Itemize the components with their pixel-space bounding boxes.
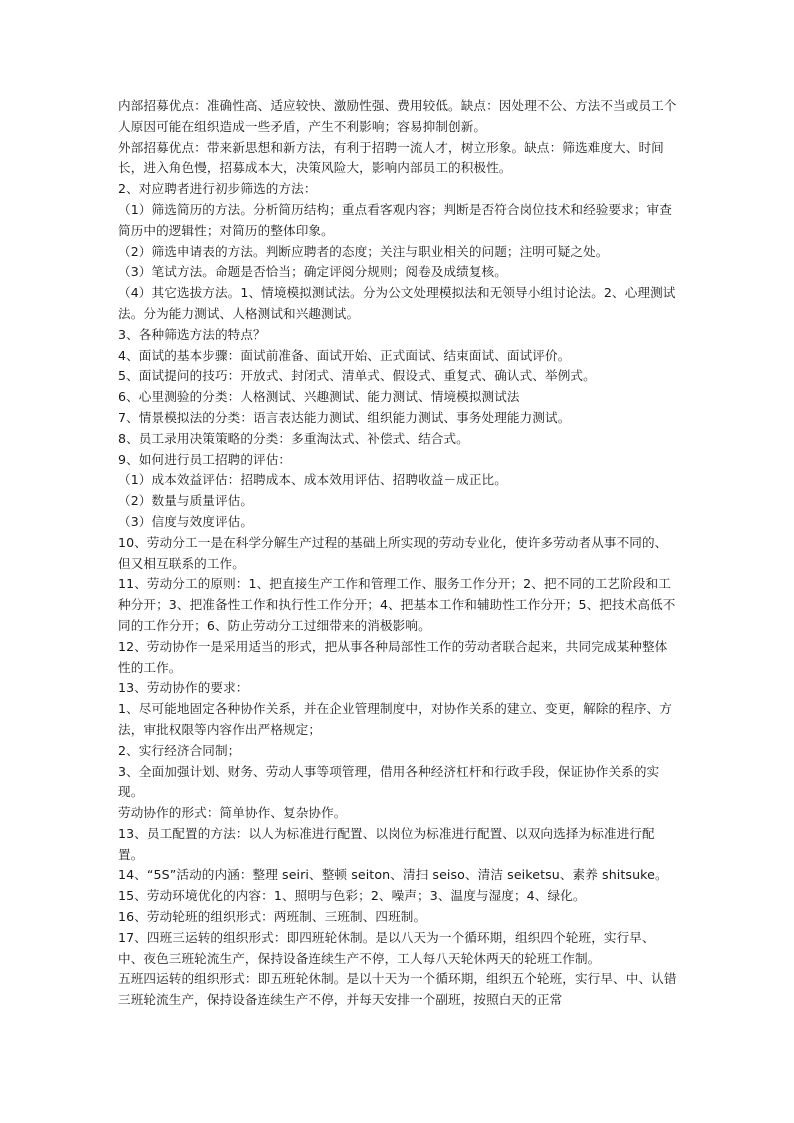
paragraph-psych-test-types: 6、心里测验的分类：人格测试、兴趣测试、能力测试、情境模拟测试法 xyxy=(118,389,520,405)
paragraph-five-shift: 五班四运转的组织形式：即五班轮休制。是以十天为一个循环期，组织五个轮班，实行早、中、认错 三班轮流生产，保持设备连续生产不停，并每天安排一个副班，按照白天的正常 xyxy=(118,971,677,1008)
paragraph-hiring-decision: 8、员工录用决策策略的分类：多重淘汰式、补偿式、结合式。 xyxy=(118,430,469,446)
paragraph-interview-steps: 4、面试的基本步骤：面试前准备、面试开始、正式面试、结束面试、面试评价。 xyxy=(118,347,571,363)
paragraph-situational-types: 7、情景模拟法的分类：语言表达能力测试、组织能力测试、事务处理能力测试。 xyxy=(118,409,571,425)
paragraph-quantity-quality: （2）数量与质量评估。 xyxy=(118,493,254,509)
paragraph-requirement-2: 2、实行经济合同制； xyxy=(118,742,241,758)
paragraph-shift-forms: 16、劳动轮班的组织形式：两班制、三班制、四班制。 xyxy=(118,909,427,925)
paragraph-written-test: （3）笔试方法。命题是否恰当；确定评阅分规则；阅卷及成绩复核。 xyxy=(118,264,507,280)
heading-screening-methods: 2、对应聘者进行初步筛选的方法： xyxy=(118,181,317,197)
paragraph-reliability-validity: （3）信度与效度评估。 xyxy=(118,513,254,529)
heading-method-features: 3、各种筛选方法的特点？ xyxy=(118,326,266,342)
paragraph-requirement-1: 1、尽可能地固定各种协作关系，并在企业管理制度中，对协作关系的建立、变更，解除的程序、方法，审批权限等内容作出严格规定； xyxy=(118,701,672,737)
paragraph-resume-screening: （1）筛选简历的方法。分析简历结构；重点看客观内容；判断是否符合岗位技术和经验要求；审查简历中的逻辑性；对简历的整体印象。 xyxy=(118,201,672,238)
paragraph-cost-benefit: （1）成本效益评估：招聘成本、成本效用评估、招聘收益－成正比。 xyxy=(118,472,507,488)
paragraph-other-methods: （4）其它选拔方法。1、情境模拟测试法。分为公文处理模拟法和无领导小组讨论法。2、心理测试法。分为能力测试、人格测试和兴趣测试。 xyxy=(118,285,676,321)
paragraph-staff-allocation: 13、员工配置的方法：以人为标准进行配置、以岗位为标准进行配置、以双向选择为标准进行配置。 xyxy=(118,825,655,862)
paragraph-cooperation-forms: 劳动协作的形式：简单协作、复杂协作。 xyxy=(118,805,347,821)
paragraph-division-of-labor: 10、劳动分工一是在科学分解生产过程的基础上所实现的劳动专业化，使许多劳动者从事不同的、但又相互联系的工作。 xyxy=(118,534,668,571)
paragraph-labor-cooperation: 12、劳动协作一是采用适当的形式，把从事各种局部性工作的劳动者联合起来，共同完成某种整体性的工作。 xyxy=(118,638,668,675)
paragraph-application-screening: （2）筛选申请表的方法。判断应聘者的态度；关注与职业相关的问题；注明可疑之处。 xyxy=(118,243,609,259)
paragraph-5s: 14、“5S”活动的内涵：整理 seiri、整顿 seiton、清扫 seiso、清洁 seiketsu、素养 shitsuke。 xyxy=(118,867,668,883)
heading-recruitment-evaluation: 9、如何进行员工招聘的评估： xyxy=(118,451,292,467)
paragraph-four-shift: 17、四班三运转的组织形式：即四班轮休制。是以八天为一个循环期，组织四个轮班，实行早、中、夜色三班轮流生产，保持设备连续生产不停，工人每八天轮休两天的轮班工作制。 xyxy=(118,929,655,966)
paragraph-environment-optimization: 15、劳动环境优化的内容：1、照明与色彩；2、噪声；3、温度与湿度；4、绿化。 xyxy=(118,888,586,904)
paragraph-requirement-3: 3、全面加强计划、财务、劳动人事等项管理，借用各种经济杠杆和行政手段，保证协作关系的实现。 xyxy=(118,763,660,800)
paragraph-external-recruitment: 外部招募优点：带来新思想和新方法，有利于招聘一流人才，树立形象。缺点：筛选难度大、时间长，进入角色慢，招募成本大，决策风险大，影响内部员工的积极性。 xyxy=(118,139,664,176)
heading-cooperation-requirements: 13、劳动协作的要求： xyxy=(118,680,249,696)
paragraph-interview-questions: 5、面试提问的技巧：开放式、封闭式、清单式、假设式、重复式、确认式、举例式。 xyxy=(118,368,596,384)
paragraph-internal-recruitment: 内部招募优点：准确性高、适应较快、激励性强、费用较低。缺点：因处理不公、方法不当或员工个人原因可能在组织造成一些矛盾，产生不利影响；容易抑制创新。 xyxy=(118,98,677,134)
document-body xyxy=(118,96,678,1011)
paragraph-division-principles: 11、劳动分工的原则：1、把直接生产工作和管理工作、服务工作分开；2、把不同的工艺阶段和工种分开；3、把准备性工作和执行性工作分开；4、把基本工作和辅助性工作分开；5、把技术高低不同的工作分开；6、防止劳动分工过细带来的消极影响。 xyxy=(118,576,676,633)
